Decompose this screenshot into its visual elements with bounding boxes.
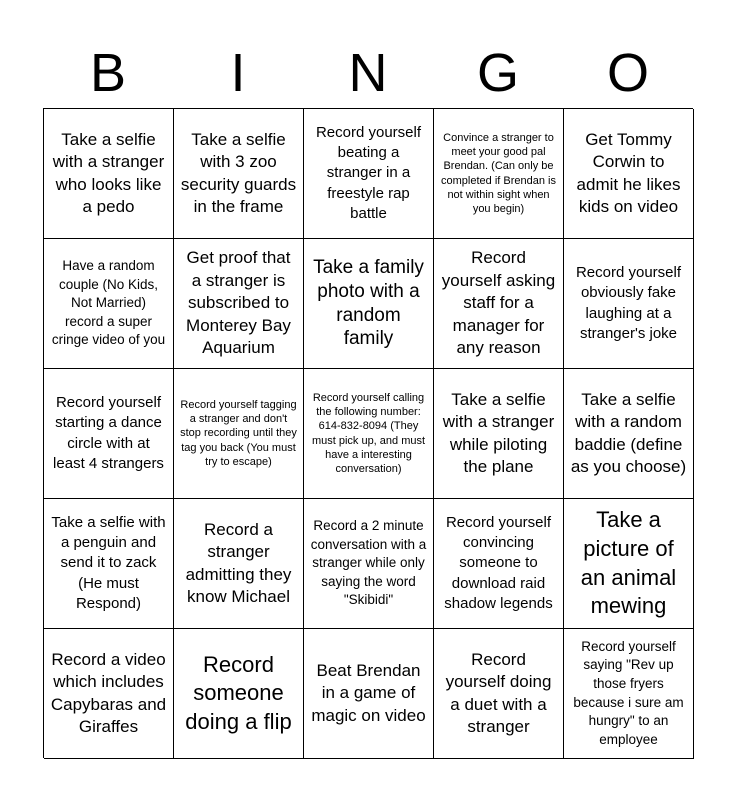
cell-text: Take a selfie with a stranger who looks like a pedo (52, 129, 165, 216)
cell-text: Take a selfie with 3 zoo security guards in the frame (180, 129, 297, 216)
cell-text: Beat Brendan in a game of magic on video (311, 660, 426, 725)
header-letter-i: I (230, 43, 246, 103)
bingo-cell-r1-c1[interactable] (44, 109, 174, 239)
bingo-cell-r2-c5[interactable] (564, 239, 694, 369)
bingo-cell-r3-c4[interactable] (434, 369, 564, 499)
cell-text: Take a picture of an animal mewing (580, 507, 677, 619)
bingo-board (43, 108, 693, 758)
header-letter-n: N (348, 43, 388, 103)
bingo-cell-r1-c4[interactable] (434, 109, 564, 239)
cell-text: Record yourself convincing someone to download raid shadow legends (444, 513, 553, 612)
cell-text: Take a family photo with a random family (313, 257, 424, 350)
bingo-cell-r2-c3[interactable] (304, 239, 434, 369)
cell-text: Record yourself saying "Rev up those fryers because i sure am hungry" to an employee (573, 638, 684, 747)
bingo-cell-r5-c3[interactable] (304, 629, 434, 759)
bingo-cell-r1-c3[interactable] (304, 109, 434, 239)
cell-text: Take a selfie with a stranger while piloting the plane (442, 389, 555, 476)
bingo-cell-r2-c2[interactable] (174, 239, 304, 369)
cell-text: Record yourself calling the following number: 614-832-8094 (They must pick up, and must have a interesting conversation) (311, 391, 426, 476)
cell-text: Get proof that a stranger is subscribed to Monterey Bay Aquarium (186, 248, 291, 358)
cell-text: Record someone doing a flip (185, 651, 292, 734)
cell-text: Convince a stranger to meet your good pal Brendan. (Can only be completed if Brendan is not within sight when you begin) (441, 131, 556, 216)
header-letter-g: G (476, 43, 519, 103)
cell-text: Have a random couple (No Kids, Not Married) record a super cringe video of you (51, 257, 166, 348)
header-letter-o: O (606, 43, 649, 103)
bingo-cell-r2-c4[interactable] (434, 239, 564, 369)
cell-text: Take a selfie with a penguin and send it to zack (He must Respond) (51, 513, 166, 612)
bingo-cell-r2-c1[interactable] (44, 239, 174, 369)
bingo-cell-r3-c3[interactable] (304, 369, 434, 499)
cell-text: Record yourself beating a stranger in a freestyle rap battle (315, 123, 422, 222)
bingo-cell-r4-c4[interactable] (434, 499, 564, 629)
cell-text: Take a selfie with a random baddie (define as you choose) (570, 389, 687, 476)
bingo-cell-r3-c2[interactable] (174, 369, 304, 499)
cell-text: Record yourself asking staff for a manager for any reason (441, 248, 556, 358)
bingo-cell-r5-c5[interactable] (564, 629, 694, 759)
cell-text: Record yourself tagging a stranger and don't stop recording until they tag you back (You must try to escape) (180, 398, 297, 468)
bingo-header (43, 38, 693, 108)
bingo-cell-r5-c2[interactable] (174, 629, 304, 759)
cell-text: Record a stranger admitting they know Michael (185, 519, 292, 606)
cell-text: Record yourself starting a dance circle with at least 4 strangers (53, 394, 164, 472)
bingo-cell-r1-c5[interactable] (564, 109, 694, 239)
cell-text: Record yourself doing a duet with a stranger (445, 649, 552, 736)
bingo-cell-r3-c5[interactable] (564, 369, 694, 499)
bingo-cell-r5-c4[interactable] (434, 629, 564, 759)
cell-text: Record yourself obviously fake laughing at a stranger's joke (575, 264, 682, 342)
cell-text: Get Tommy Corwin to admit he likes kids on video (576, 129, 681, 216)
cell-text: Record a 2 minute conversation with a stranger while only saying the word "Skibidi" (310, 517, 427, 608)
bingo-cell-r5-c1[interactable] (44, 629, 174, 759)
cell-text: Record a video which includes Capybaras and Giraffes (50, 649, 167, 736)
bingo-cell-r4-c3[interactable] (304, 499, 434, 629)
bingo-cell-r3-c1[interactable] (44, 369, 174, 499)
bingo-cell-r4-c1[interactable] (44, 499, 174, 629)
bingo-cell-r4-c2[interactable] (174, 499, 304, 629)
bingo-cell-r1-c2[interactable] (174, 109, 304, 239)
header-letter-b: B (89, 43, 127, 103)
bingo-cell-r4-c5[interactable] (564, 499, 694, 629)
